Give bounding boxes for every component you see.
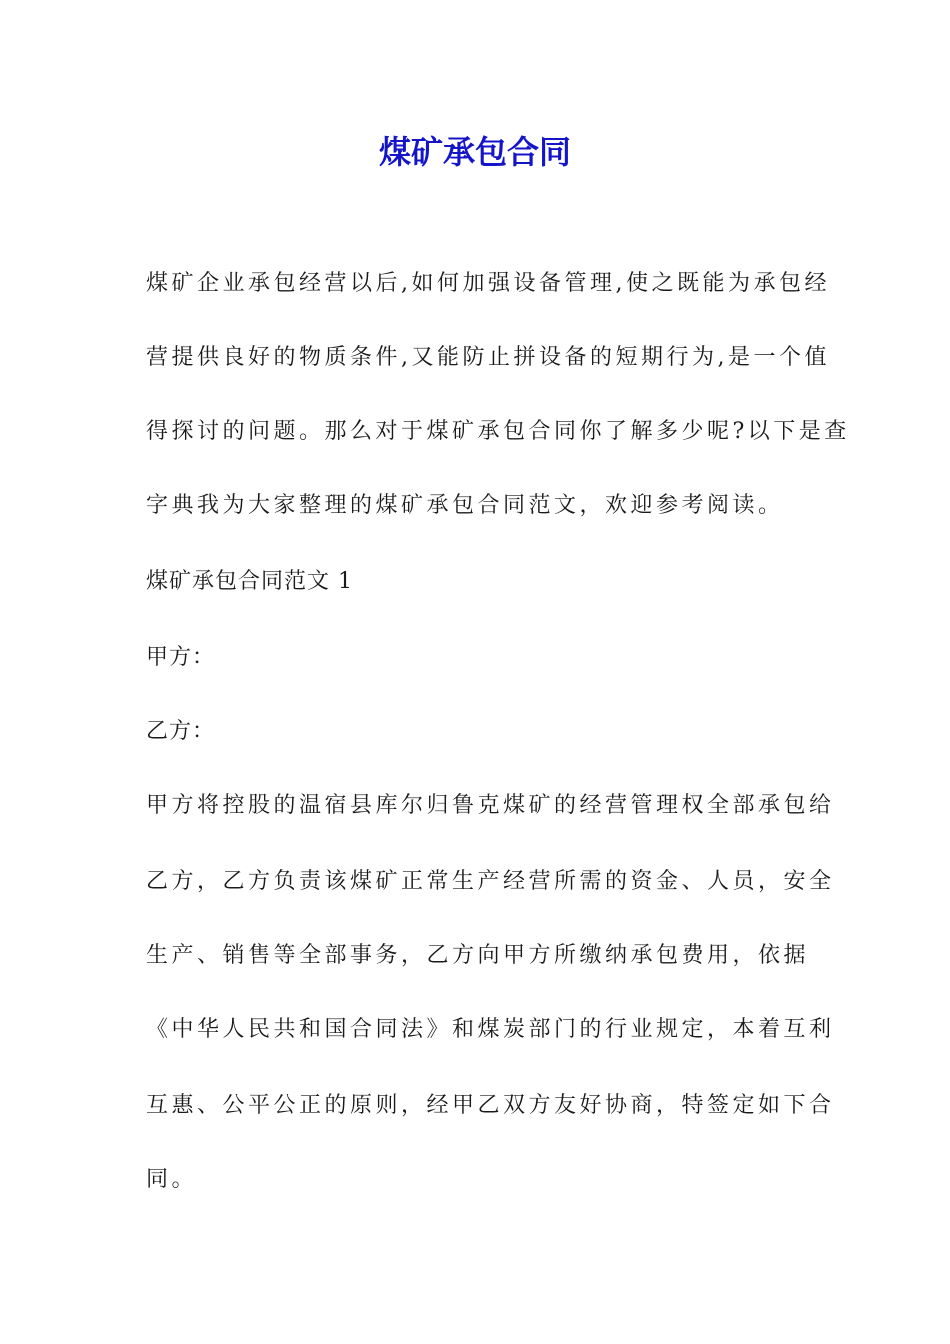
body-line-4: 《中华人民共和国合同法》和煤炭部门的行业规定，本着互利 bbox=[146, 1017, 835, 1042]
document-title: 煤矿承包合同 bbox=[378, 133, 571, 171]
party-a-label: 甲方： bbox=[146, 645, 216, 670]
intro-line-2: 营提供良好的物质条件,又能防止拼设备的短期行为,是一个值 bbox=[146, 345, 830, 370]
body-line-6: 同。 bbox=[146, 1167, 198, 1192]
body-line-5: 互惠、公平公正的原则，经甲乙双方友好协商，特签定如下合 bbox=[146, 1093, 835, 1118]
body-line-3: 生产、销售等全部事务，乙方向甲方所缴纳承包费用，依据 bbox=[146, 943, 810, 968]
intro-line-3: 得探讨的问题。那么对于煤矿承包合同你了解多少呢?以下是查 bbox=[146, 419, 850, 444]
body-line-1: 甲方将控股的温宿县库尔归鲁克煤矿的经营管理权全部承包给 bbox=[146, 793, 835, 818]
body-line-2: 乙方，乙方负责该煤矿正常生产经营所需的资金、人员，安全 bbox=[146, 869, 835, 894]
party-b-label: 乙方： bbox=[146, 719, 216, 744]
section-heading: 煤矿承包合同范文 1 bbox=[146, 569, 353, 594]
intro-line-1: 煤矿企业承包经营以后,如何加强设备管理,使之既能为承包经 bbox=[146, 271, 830, 296]
intro-line-4: 字典我为大家整理的煤矿承包合同范文，欢迎参考阅读。 bbox=[146, 493, 784, 518]
